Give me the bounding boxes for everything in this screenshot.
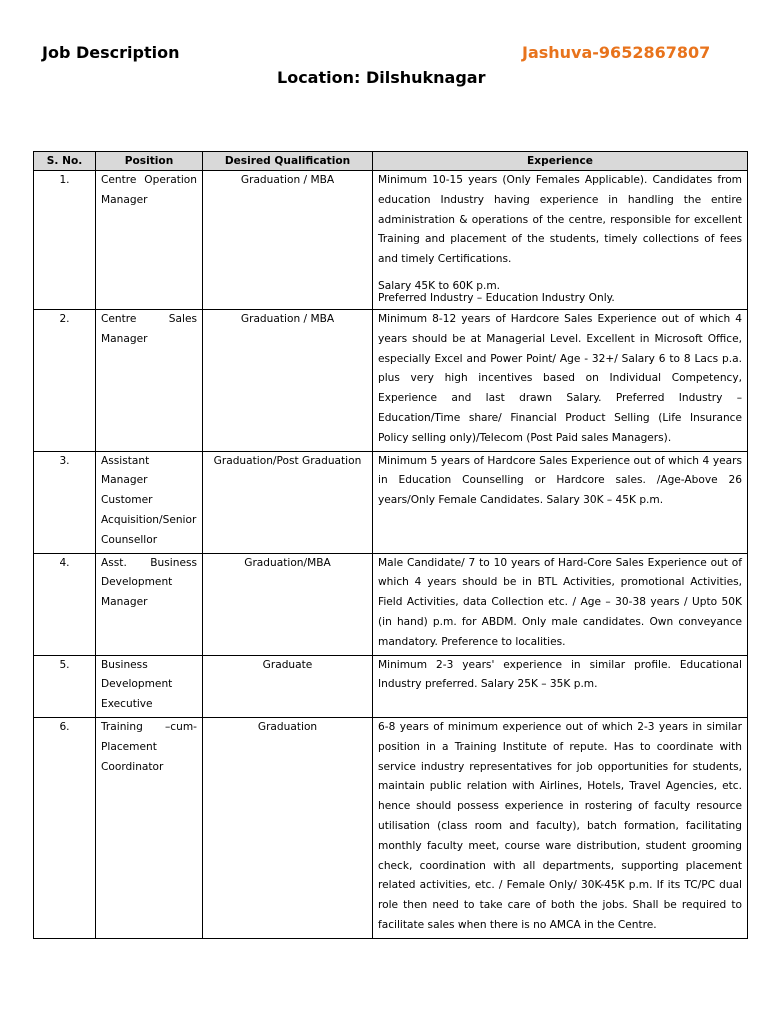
row-sno: 4. xyxy=(34,553,96,655)
row-sno: 5. xyxy=(34,655,96,717)
row-position: Business Development Executive xyxy=(96,655,203,717)
table-header-row xyxy=(34,152,748,171)
row-sno: 3. xyxy=(34,451,96,553)
row-position: Centre Sales Manager xyxy=(96,310,203,452)
contact-info: Jashuva-9652867807 xyxy=(522,43,711,62)
salary-block xyxy=(378,280,742,304)
table-row xyxy=(34,310,748,452)
row-qualification: Graduation xyxy=(203,717,373,938)
table-row xyxy=(34,655,748,717)
document-title: Job Description xyxy=(42,43,180,62)
row-position: Training –cum-Placement Coordinator xyxy=(96,717,203,938)
location-heading: Location: Dilshuknagar xyxy=(277,68,486,87)
column-header-qualification: Desired Qualification xyxy=(203,152,373,171)
row-position: Asst. Business Development Manager xyxy=(96,553,203,655)
row-sno: 1. xyxy=(34,171,96,310)
column-header-experience: Experience xyxy=(373,152,748,171)
row-experience: Minimum 8-12 years of Hardcore Sales Experience out of which 4 years should be at Managerial Level. Excellent in Microsoft Office, especially Excel and Power Point/ Age - 32+/ Salary 6 to 8 Lacs p.a. plus very high incentives based on Individual Competency, Experience and last drawn Salary. Preferred Industry – Education/Time share/ Financial Product Selling (Life Insurance Policy selling only)/Telecom (Post Paid sales Managers). xyxy=(373,310,748,452)
experience-text: Minimum 10-15 years (Only Females Applicable). Candidates from education Industry having experience in handling the entire administration & operations of the centre, responsible for excellent Training and placement of the students, timely collections of fees and timely Certifications. xyxy=(378,174,742,266)
industry-text: Preferred Industry – Education Industry Only. xyxy=(378,291,615,304)
table-row xyxy=(34,171,748,310)
row-qualification: Graduation / MBA xyxy=(203,171,373,310)
row-qualification: Graduation / MBA xyxy=(203,310,373,452)
row-experience: Minimum 2-3 years' experience in similar profile. Educational Industry preferred. Salary 25K – 35K p.m. xyxy=(373,655,748,717)
row-experience: 6-8 years of minimum experience out of which 2-3 years in similar position in a Training Institute of repute. Has to coordinate with service industry representatives for job opportunities for students, maintain public relation with Airlines, Hotels, Travel Agencies, etc. hence should possess experience in rostering of faculty resource utilisation (class room and faculty), batch formation, facilitating monthly faculty meet, course ware distribution, student grooming check, coordination with all departments, supporting placement related activities, etc. / Female Only/ 30K-45K p.m. If its TC/PC dual role then need to take care of both the jobs. Shall be required to facilitate sales when there is no AMCA in the Centre. xyxy=(373,717,748,938)
row-position: Centre Operation Manager xyxy=(96,171,203,310)
job-table xyxy=(33,151,748,939)
row-experience xyxy=(373,171,748,310)
row-sno: 6. xyxy=(34,717,96,938)
table-row xyxy=(34,717,748,938)
row-experience: Minimum 5 years of Hardcore Sales Experience out of which 4 years in Education Counselling or Hardcore sales. /Age-Above 26 years/Only Female Candidates. Salary 30K – 45K p.m. xyxy=(373,451,748,553)
row-qualification: Graduate xyxy=(203,655,373,717)
table-row xyxy=(34,553,748,655)
column-header-sno: S. No. xyxy=(34,152,96,171)
column-header-position: Position xyxy=(96,152,203,171)
salary-text: Salary 45K to 60K p.m. xyxy=(378,279,501,292)
row-experience: Male Candidate/ 7 to 10 years of Hard-Core Sales Experience out of which 4 years should be in BTL Activities, promotional Activities, Field Activities, data Collection etc. / Age – 30-38 years / Upto 50K (in hand) p.m. for ABDM. Only male candidates. Own conveyance mandatory. Preference to localities. xyxy=(373,553,748,655)
row-qualification: Graduation/Post Graduation xyxy=(203,451,373,553)
row-position: Assistant Manager Customer Acquisition/Senior Counsellor xyxy=(96,451,203,553)
table-row xyxy=(34,451,748,553)
row-qualification: Graduation/MBA xyxy=(203,553,373,655)
row-sno: 2. xyxy=(34,310,96,452)
